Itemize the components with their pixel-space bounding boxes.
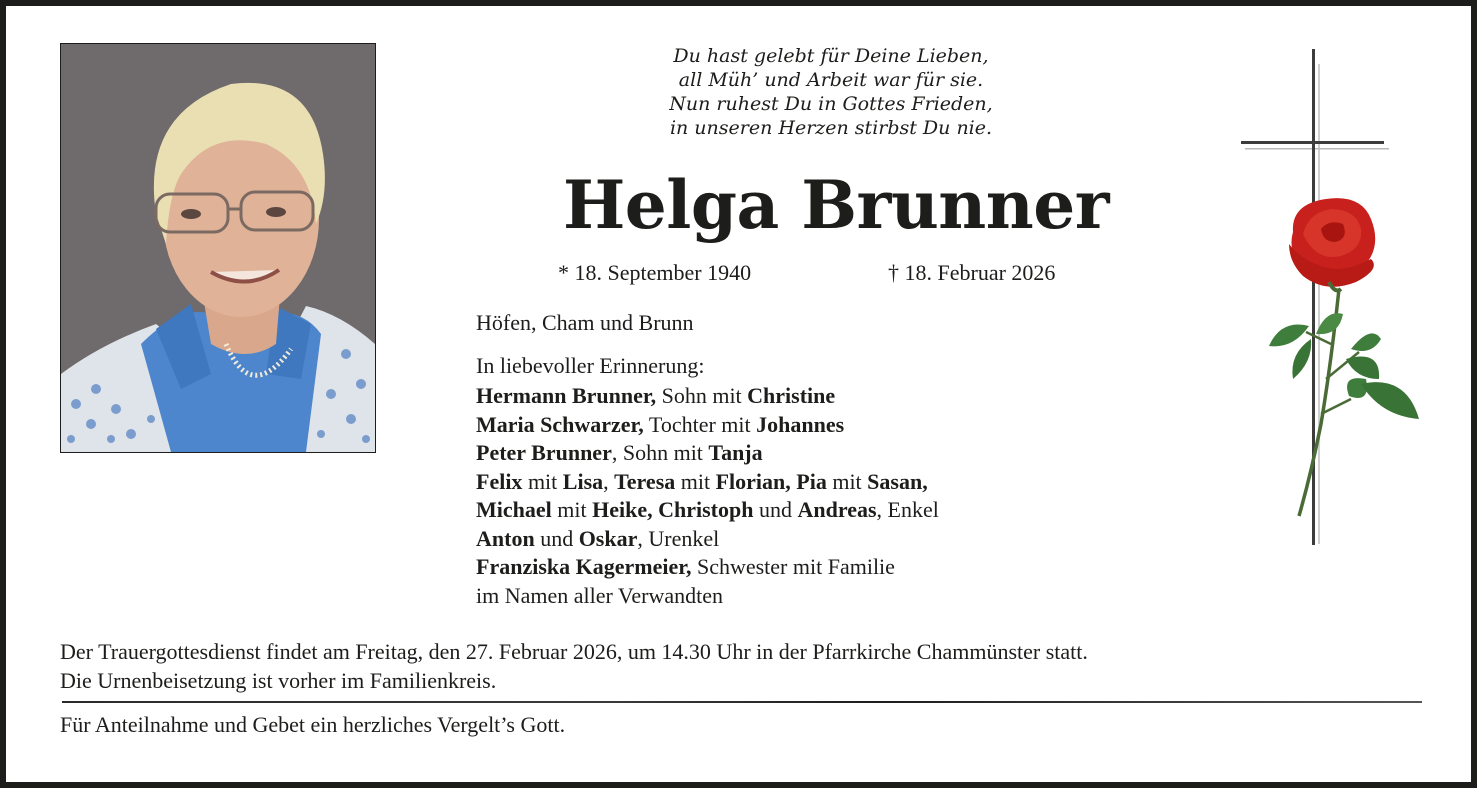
mourner-name: Peter Brunner [476, 440, 612, 465]
mourner-name: Hermann Brunner, [476, 383, 657, 408]
mourner-relation: Tochter mit [643, 411, 757, 437]
verse-line: Du hast gelebt für Deine Lieben, [673, 45, 989, 67]
birth-date: * 18. September 1940 [558, 260, 752, 285]
mourner-name: Heike, Christoph [592, 497, 754, 522]
divider [62, 701, 1422, 703]
mourner-name: Tanja [708, 440, 763, 465]
mourner-relation: mit [826, 468, 868, 494]
place-of-residence: Höfen, Cham und Brunn [476, 310, 694, 335]
mourner-relation: , Sohn mit [611, 440, 709, 465]
service-line: Die Urnenbeisetzung ist vorher im Familienkreis. [60, 668, 497, 693]
mourner-name: Sasan, [867, 468, 928, 494]
mourner-relation: , [603, 468, 615, 494]
mourner-relation: mit [675, 468, 716, 494]
cross-rose-icon [1231, 44, 1441, 554]
mourners-list [476, 382, 1196, 610]
cross-with-rose [1231, 44, 1441, 554]
mourner-name: Lisa [562, 468, 604, 494]
mourner-relation: Sohn mit [656, 383, 748, 408]
mourner-name: Maria Schwarzer, [476, 411, 644, 437]
mourners-intro: In liebevoller Erinnerung: [476, 352, 705, 378]
mourner-name: Teresa [614, 468, 676, 494]
mourner-line [476, 468, 1196, 497]
portrait-image-icon [61, 44, 375, 452]
mourner-relation: mit [551, 497, 593, 522]
mourner-relation: , Urenkel [637, 525, 720, 551]
service-line: Der Trauergottesdienst findet am Freitag, den 27. Februar 2026, um 14.30 Uhr in der Pfarrkirche Chammünster statt. [60, 639, 1088, 664]
mourner-relation: Schwester mit Familie [691, 554, 895, 579]
mourners-block [476, 309, 1196, 610]
mourner-name: Anton [476, 525, 535, 551]
mourner-relation: , Enkel [876, 497, 939, 522]
mourner-line [476, 582, 1196, 611]
mourner-relation: und [753, 497, 798, 522]
verse-line: in unseren Herzen stirbst Du nie. [669, 117, 993, 139]
death-date: † 18. Februar 2026 [888, 260, 1056, 285]
verse-line: Nun ruhest Du in Gottes Frieden, [669, 93, 993, 115]
verse-line: all Müh’ und Arbeit war für sie. [678, 69, 984, 91]
mourner-name: Oskar [578, 525, 638, 551]
memorial-verse [566, 44, 1096, 140]
portrait-photo [60, 43, 376, 453]
mourner-name: Christine [747, 383, 836, 408]
mourner-name: Florian, Pia [715, 468, 827, 494]
thanks-note: Für Anteilnahme und Gebet ein herzliches Vergelt’s Gott. [60, 712, 566, 737]
mourner-relation: und [534, 525, 579, 551]
mourner-line [476, 496, 1196, 525]
mourner-name: Andreas [797, 497, 877, 522]
mourner-name: Michael [476, 497, 552, 522]
mourner-name: Johannes [756, 411, 845, 437]
mourner-relation: im Namen aller Verwandten [476, 582, 724, 608]
life-dates [558, 259, 1056, 287]
mourner-line [476, 553, 1196, 582]
mourner-relation: mit [522, 468, 563, 494]
mourner-name: Franziska Kagermeier, [476, 554, 692, 579]
deceased-name: Helga Brunner [562, 166, 1110, 244]
mourner-line [476, 439, 1196, 468]
mourner-line [476, 411, 1196, 440]
mourner-name: Felix [476, 468, 523, 494]
mourner-line [476, 382, 1196, 411]
mourner-line [476, 525, 1196, 554]
funeral-service-info [60, 637, 1440, 695]
